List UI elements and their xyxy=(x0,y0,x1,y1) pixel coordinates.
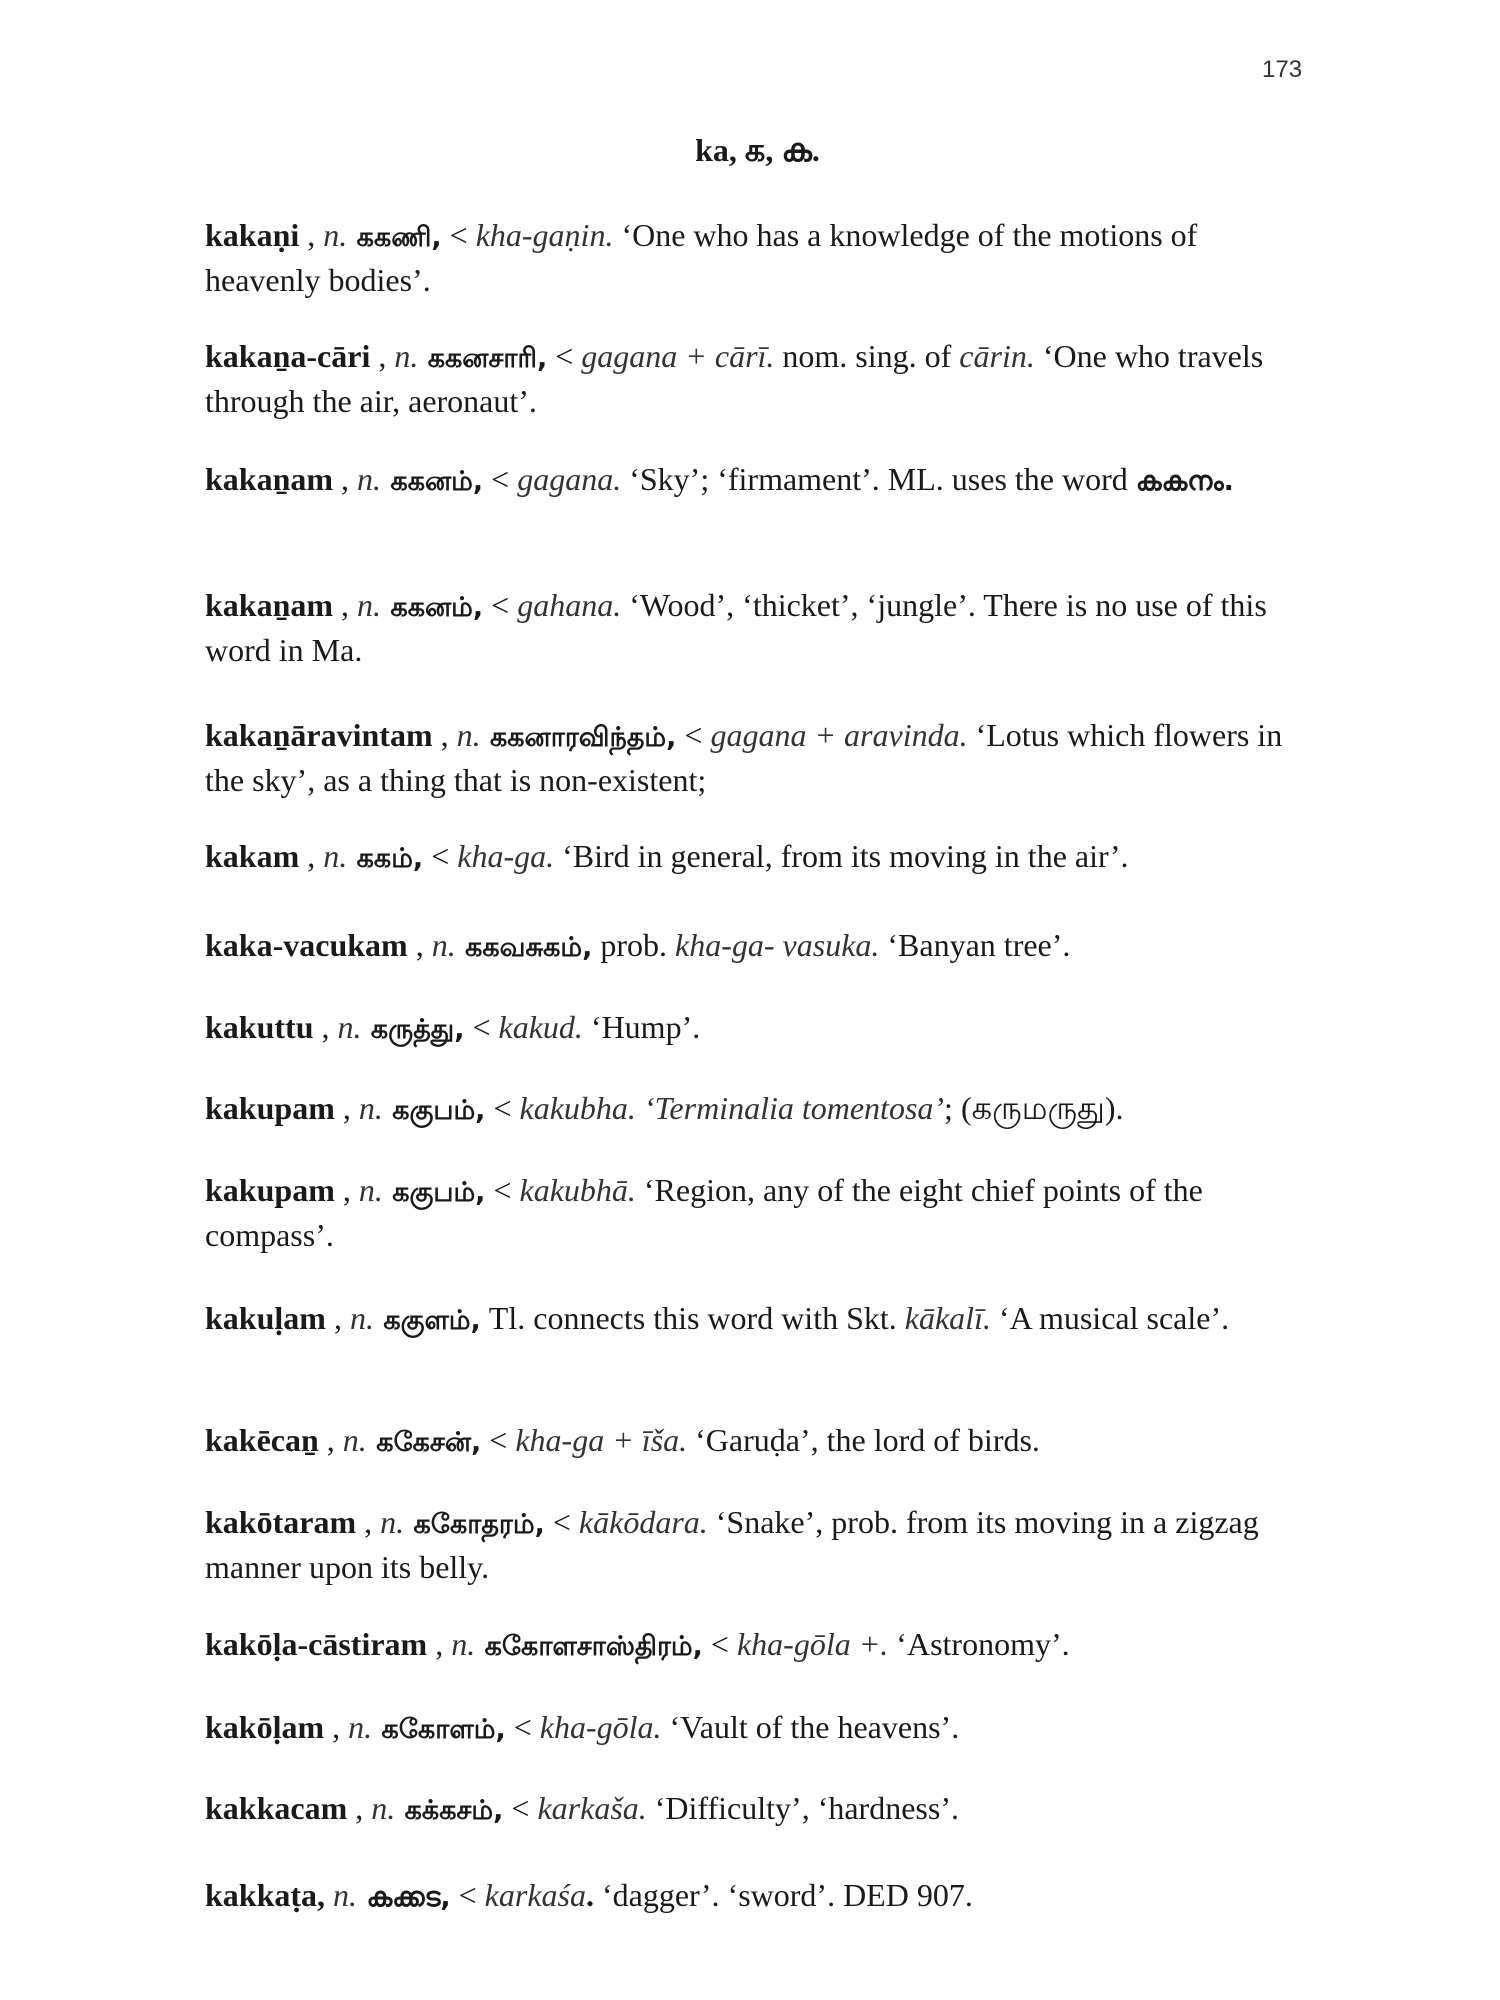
italic-text: kha-gaṇin. xyxy=(475,217,614,253)
definition-text: ‘A musical scale’. xyxy=(990,1300,1230,1336)
headword: kaka-vacukam xyxy=(205,927,408,963)
italic-text: n. xyxy=(357,587,382,623)
definition-text: , xyxy=(333,587,358,623)
definition-text: < xyxy=(483,461,518,497)
native-script-word: ககுபம், xyxy=(382,1177,486,1208)
italic-text: n. xyxy=(358,1090,383,1126)
definition-text: , xyxy=(370,338,395,374)
dictionary-entry xyxy=(205,714,1305,801)
definition-text: , xyxy=(299,217,324,253)
definition-text: Tl. connects this word with Skt. xyxy=(480,1300,905,1336)
italic-text: n. xyxy=(323,838,348,874)
definition-text: , xyxy=(356,1504,381,1540)
headword: kakuttu xyxy=(205,1009,314,1045)
definition-text: ‘Difficulty’, ‘hardness’. xyxy=(646,1790,959,1826)
headword: kakaṉāravintam xyxy=(205,717,433,753)
definition-text: < xyxy=(423,838,458,874)
definition-text: ‘dagger’. ‘sword’. DED 907. xyxy=(593,1877,973,1913)
italic-text: n. xyxy=(349,1300,374,1336)
definition-text: < xyxy=(485,1090,520,1126)
page-number: 173 xyxy=(1262,56,1303,83)
definition-text: ‘Lotus which flowers in the sky’, as a thing that is non-existent; xyxy=(205,717,1283,798)
definition-text: , xyxy=(432,717,457,753)
definition-text: ‘Wood’, ‘thicket’, ‘jungle’. There is no use of this word in Ma. xyxy=(205,587,1267,668)
dictionary-entry xyxy=(205,1297,1305,1342)
definition-text: , xyxy=(325,1300,350,1336)
italic-text: kakud. xyxy=(498,1009,583,1045)
definition-text xyxy=(325,1877,333,1913)
definition-text: , xyxy=(347,1790,372,1826)
italic-text: gagana + aravinda. xyxy=(710,717,968,753)
italic-text: n. xyxy=(394,338,419,374)
italic-text: n. xyxy=(333,1877,358,1913)
native-script-word: ககேசன், xyxy=(366,1427,482,1458)
definition-text: < xyxy=(483,587,518,623)
native-script-word: ககோளம், xyxy=(372,1714,506,1745)
italic-text: gahana. xyxy=(517,587,622,623)
dictionary-entry xyxy=(205,1874,1305,1919)
native-script-word: கக்கசம், xyxy=(395,1795,504,1826)
italic-text: gagana. xyxy=(517,461,622,497)
definition-text: < xyxy=(450,1877,485,1913)
dictionary-entry xyxy=(205,1169,1305,1256)
headword: . xyxy=(585,1877,594,1913)
headword: kakkaṭa, xyxy=(205,1877,326,1913)
dictionary-entry xyxy=(205,1623,1305,1668)
italic-text: kha-ga- vasuka. xyxy=(675,927,880,963)
native-script-word: ககுபம், xyxy=(382,1095,486,1126)
headword: kakēcaṉ xyxy=(205,1422,319,1458)
definition-text: < xyxy=(481,1422,516,1458)
italic-text: n. xyxy=(337,1009,362,1045)
definition-text: < xyxy=(464,1009,499,1045)
headword: kakaṉam xyxy=(205,587,334,623)
native-script-word: കക്കട, xyxy=(357,1882,451,1913)
native-script-word: ககுளம், xyxy=(373,1305,481,1336)
headword: kakam xyxy=(205,838,300,874)
italic-text: n. xyxy=(323,217,348,253)
definition-text: , xyxy=(299,838,324,874)
headword: kakaṉa-cāri xyxy=(205,338,371,374)
definition-text: ‘Hump’. xyxy=(582,1009,701,1045)
italic-text: n. xyxy=(357,461,382,497)
native-script-word: ககனம், xyxy=(381,592,484,623)
definition-text: , xyxy=(334,1090,359,1126)
italic-text: gagana + cārī. xyxy=(581,338,775,374)
italic-text: kakubhā. xyxy=(519,1172,636,1208)
dictionary-entry xyxy=(205,335,1305,422)
dictionary-entry xyxy=(205,458,1305,503)
italic-text: kākalī. xyxy=(904,1300,991,1336)
headword: kakōtaram xyxy=(205,1504,357,1540)
native-script-word: ககம், xyxy=(347,843,424,874)
italic-text: n. xyxy=(431,927,456,963)
italic-text: kha-ga + īša. xyxy=(515,1422,688,1458)
definition-text: ‘One who travels through the air, aeronaut’. xyxy=(205,338,1264,419)
dictionary-entry xyxy=(205,584,1305,671)
italic-text: kha-gōla +. xyxy=(736,1626,889,1662)
definition-text: < xyxy=(441,217,476,253)
native-script-word: கருத்து, xyxy=(361,1014,465,1045)
definition-text: , xyxy=(318,1422,343,1458)
headword: kakaṇi xyxy=(205,217,300,253)
dictionary-entry xyxy=(205,1501,1305,1588)
native-script-word: ககனாரவிந்தம், xyxy=(480,722,677,753)
definition-text: < xyxy=(547,338,582,374)
definition-text: , xyxy=(427,1626,452,1662)
dictionary-entry xyxy=(205,214,1305,301)
definition-text: < xyxy=(544,1504,579,1540)
italic-text: n. xyxy=(348,1709,373,1745)
italic-text: n. xyxy=(456,717,481,753)
italic-text: kha-ga. xyxy=(457,838,555,874)
italic-text: kākōdara. xyxy=(578,1504,708,1540)
definition-text: , xyxy=(313,1009,338,1045)
italic-text: cārin. xyxy=(959,338,1035,374)
headword: kakupam xyxy=(205,1090,335,1126)
headword: kakōḷam xyxy=(205,1709,325,1745)
definition-text: < xyxy=(702,1626,737,1662)
italic-text: n. xyxy=(380,1504,405,1540)
dictionary-entry xyxy=(205,835,1305,880)
native-script-word: ககோதரம், xyxy=(404,1509,545,1540)
headword: kakupam xyxy=(205,1172,335,1208)
dictionary-entry xyxy=(205,1787,1305,1832)
dictionary-entry xyxy=(205,1006,1305,1051)
definition-text: ‘Banyan tree’. xyxy=(879,927,1071,963)
headword: kakaṉam xyxy=(205,461,334,497)
native-script-word: കകനം. xyxy=(1135,466,1234,497)
dictionary-entry xyxy=(205,1087,1305,1132)
definition-text: ‘Astronomy’. xyxy=(888,1626,1070,1662)
italic-text: n. xyxy=(451,1626,476,1662)
italic-text: n. xyxy=(358,1172,383,1208)
italic-text: kakubha. ‘Terminalia tomentosa’ xyxy=(519,1090,945,1126)
italic-text: kha-gōla. xyxy=(539,1709,662,1745)
section-heading: ka, க, ക. xyxy=(695,132,820,168)
definition-text: nom. sing. of xyxy=(774,338,960,374)
italic-text: karkaśa xyxy=(484,1877,586,1913)
dictionary-entry xyxy=(205,1419,1305,1464)
definition-text: < xyxy=(485,1172,520,1208)
native-script-word: ககணி, xyxy=(347,222,442,253)
definition-text: , xyxy=(324,1709,349,1745)
definition-text: ‘Garuḍa’, the lord of birds. xyxy=(687,1422,1040,1458)
definition-text: < xyxy=(676,717,711,753)
definition-text: ‘Bird in general, from its moving in the air’. xyxy=(554,838,1129,874)
native-script-word: ககவசுகம், xyxy=(455,932,593,963)
definition-text: prob. xyxy=(592,927,676,963)
definition-text: ‘Snake’, prob. from its moving in a zigzag manner upon its belly. xyxy=(205,1504,1259,1585)
native-script-word: ககனசாரி, xyxy=(418,343,548,374)
dictionary-entry xyxy=(205,1706,1305,1751)
headword: kakkacam xyxy=(205,1790,348,1826)
italic-text: karkaša. xyxy=(537,1790,647,1826)
definition-text: ‘One who has a knowledge of the motions of heavenly bodies’. xyxy=(205,217,1198,298)
definition-text: ; (கருமருது). xyxy=(944,1090,1124,1126)
definition-text: < xyxy=(505,1709,540,1745)
definition-text: ‘Vault of the heavens’. xyxy=(661,1709,960,1745)
native-script-word: ககோளசாஸ்திரம், xyxy=(475,1631,703,1662)
italic-text: n. xyxy=(371,1790,396,1826)
definition-text: ‘Region, any of the eight chief points of the compass’. xyxy=(205,1172,1203,1253)
dictionary-entry xyxy=(205,924,1305,969)
definition-text: , xyxy=(333,461,358,497)
native-script-word: ககனம், xyxy=(381,466,484,497)
headword: kakuḷam xyxy=(205,1300,326,1336)
italic-text: n. xyxy=(342,1422,367,1458)
definition-text: , xyxy=(407,927,432,963)
definition-text: ‘Sky’; ‘firmament’. ML. uses the word xyxy=(621,461,1136,497)
headword: kakōḷa-cāstiram xyxy=(205,1626,428,1662)
definition-text: < xyxy=(503,1790,538,1826)
definition-text: , xyxy=(334,1172,359,1208)
